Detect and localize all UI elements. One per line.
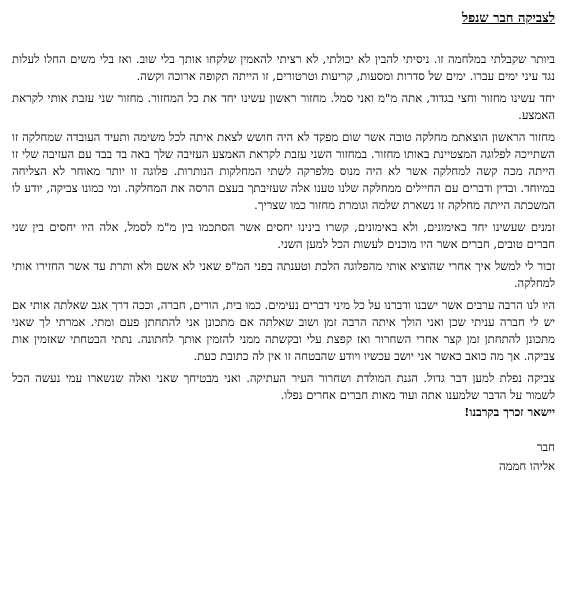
signature-name: אליהו חממה: [498, 459, 555, 473]
letter-paragraph: זמנים שעשינו יחד באימונים, ולא באימונים, קשרו בינינו יחסים אשר הסתכמו בין מ"מ לסמל, אלה היו יחסים בין שני חברים טובים, חברים אשר היו מוכנים לעשות הכל למען השני.: [12, 220, 555, 251]
signature-closing: חבר: [536, 440, 555, 454]
letter-paragraph: צביקה נפלת למען דבר גדול. הגנת המולדת ושחרור העיר העתיקה. ואני מבטיחך שאני ואלה שנשארו עמי נעשה הכל לשמור על הדבר שלמענו אתה ועוד מאות חברים אחרים נפלו.: [12, 371, 555, 402]
letter-body: [12, 51, 555, 404]
letter-paragraph: היו לנו הרבה ערבים אשר ישבנו ודברנו על כל מיני דברים נעימים. כמו בית, הורים, חברה, וככה דרך אגב שאלתה אותי אם יש לי חברה עניתי שכן ואני הולך איתה הרבה זמן ושוב שאלתה אם מתכונן אני להתחתן פעם ומתי. אמרתי לך שאני מתכונן להתחתן זמן קצר אחרי השחרור ואז קפצת עלי ובקשתה ממני להזמין אותך לחתונה. נתתי הבטחתי שאזמין אות צביקה. אך מה כואב כאשר אני יושב עכשיו ויודע שהבטחה זו אין לה כתובת כעת.: [12, 298, 555, 363]
letter-paragraph: יחד עשינו מחזור וחצי בגדוד, אתה מ"מ ואני סמל. מחזור ראשון עשינו יחד את כל המחזור. מחזור שני עזבת אותי לקראת האמצע.: [12, 91, 555, 122]
letter-paragraph: ביותר שקבלתי במלחמה זו. ניסיתי להבין לא יכולתי, לא רציתי להאמין שלקחו אותך בלי שוב. ואז בלי משים החלו לעלות נגד עיני ימים עברו. ימים של סדרות ומסעות, קריעות וטרטורים, זו הייתה תקופה ארוכה וקשה.: [12, 52, 555, 83]
letter-blessing: יישאר זכרך בקרבנו!: [464, 405, 555, 419]
letter-paragraph: זכור לי למשל איך אחרי שהוציא אותי מהפלוגה הלכת וטענתה בפני המ"פ שאני לא אשם ולא ותרת עד אשר החזירו אותי למחלקה.: [12, 259, 555, 290]
letter-title: לצביקה חבר שנפל: [462, 11, 555, 26]
letter-signature: [12, 438, 555, 476]
letter-paragraph: מחזור הראשון הוצאתמ מחלקה טובה אשר שום מפקד לא היה חושש לצאת איתה לכל משימה ותעיד העובדה שמחלקה זו השתייכה לפלוגה המצטיינת באותו מחזור. במחזור השני עזבת לקראת האמצע העזיבה שלך באה בד בבד עם העזיבה שלי זו הייתה מכה קשה למחלקה אשר לא היה מנוס מלפרקה לשתי המחלקות הנותרות. פלוגה זו יותר מאוחר לא הצליחה במיוחד. ובדין ודברים עם החיילים ממחלקה שלנו טענו אלה שעזיבתך בעצם הרסה את המחלקה. ומי כמונו צביקה, יודע לו המשכתה הייתה מחלקה זו נשארת שלמה וגומרת מחזור כמו שצריך.: [12, 130, 555, 212]
